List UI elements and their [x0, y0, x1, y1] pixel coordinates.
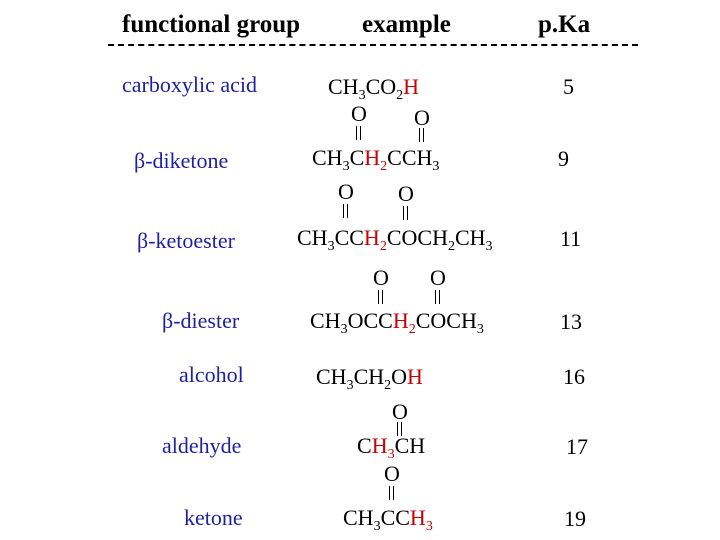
pka-value: 5 — [563, 74, 574, 99]
example-formula: $CH_3CCH_3$ — [343, 505, 433, 534]
carbonyl-oxygen: O — [384, 461, 400, 486]
example-formula: $CH_3CH$ — [357, 433, 426, 462]
carbonyl-oxygen: O — [373, 265, 389, 290]
pka-value: 16 — [563, 364, 585, 389]
header-divider — [108, 44, 638, 46]
group-label: ketone — [184, 505, 243, 530]
carbonyl-oxygen: O — [351, 101, 367, 126]
pka-value: 19 — [564, 506, 586, 531]
acidic-hydrogen: H — [407, 364, 423, 389]
pka-value: 13 — [560, 309, 582, 334]
acidic-hydrogen: $H_2$ — [364, 145, 388, 174]
group-label: β-ketoester — [137, 228, 235, 253]
acidic-hydrogen: $H_2$ — [392, 308, 416, 337]
acidic-hydrogen: $H_3$ — [371, 433, 395, 462]
group-label: β-diester — [162, 308, 240, 333]
group-label: carboxylic acid — [122, 72, 257, 97]
acidic-hydrogen: H — [403, 74, 420, 99]
example-formula: $CH_3CH_2CCH_3$ — [312, 145, 440, 174]
header-functional-group: functional group — [122, 11, 301, 38]
header-pka: p.Ka — [538, 11, 591, 38]
carbonyl-oxygen: O — [392, 399, 408, 424]
double-bond — [403, 206, 408, 220]
group-label: aldehyde — [162, 433, 242, 458]
group-label: β-diketone — [134, 148, 229, 173]
double-bond — [356, 126, 361, 140]
carbonyl-oxygen: O — [398, 181, 414, 206]
example-formula: $CH_3CH_2OH$ — [316, 364, 423, 393]
double-bond — [389, 486, 394, 500]
example-formula: $CH_3CCH_2COCH_2CH_3$ — [297, 225, 493, 254]
double-bond — [343, 204, 348, 218]
group-label: alcohol — [179, 362, 244, 387]
acidic-hydrogen: $H_3$ — [409, 505, 433, 534]
double-bond — [419, 128, 424, 142]
pka-value: 17 — [566, 434, 588, 459]
double-bond — [378, 290, 383, 304]
acidic-hydrogen: $H_2$ — [363, 225, 387, 254]
pka-value: 11 — [560, 226, 582, 251]
example-formula: $CH_3OCCH_2COCH_3$ — [310, 308, 484, 337]
carbonyl-oxygen: O — [414, 105, 430, 130]
double-bond — [435, 290, 440, 304]
example-formula: $CH_3CO_2H$ — [328, 74, 420, 103]
header-example: example — [362, 11, 451, 38]
pka-value: 9 — [558, 146, 569, 171]
carbonyl-oxygen: O — [338, 179, 354, 204]
carbonyl-oxygen: O — [430, 265, 446, 290]
